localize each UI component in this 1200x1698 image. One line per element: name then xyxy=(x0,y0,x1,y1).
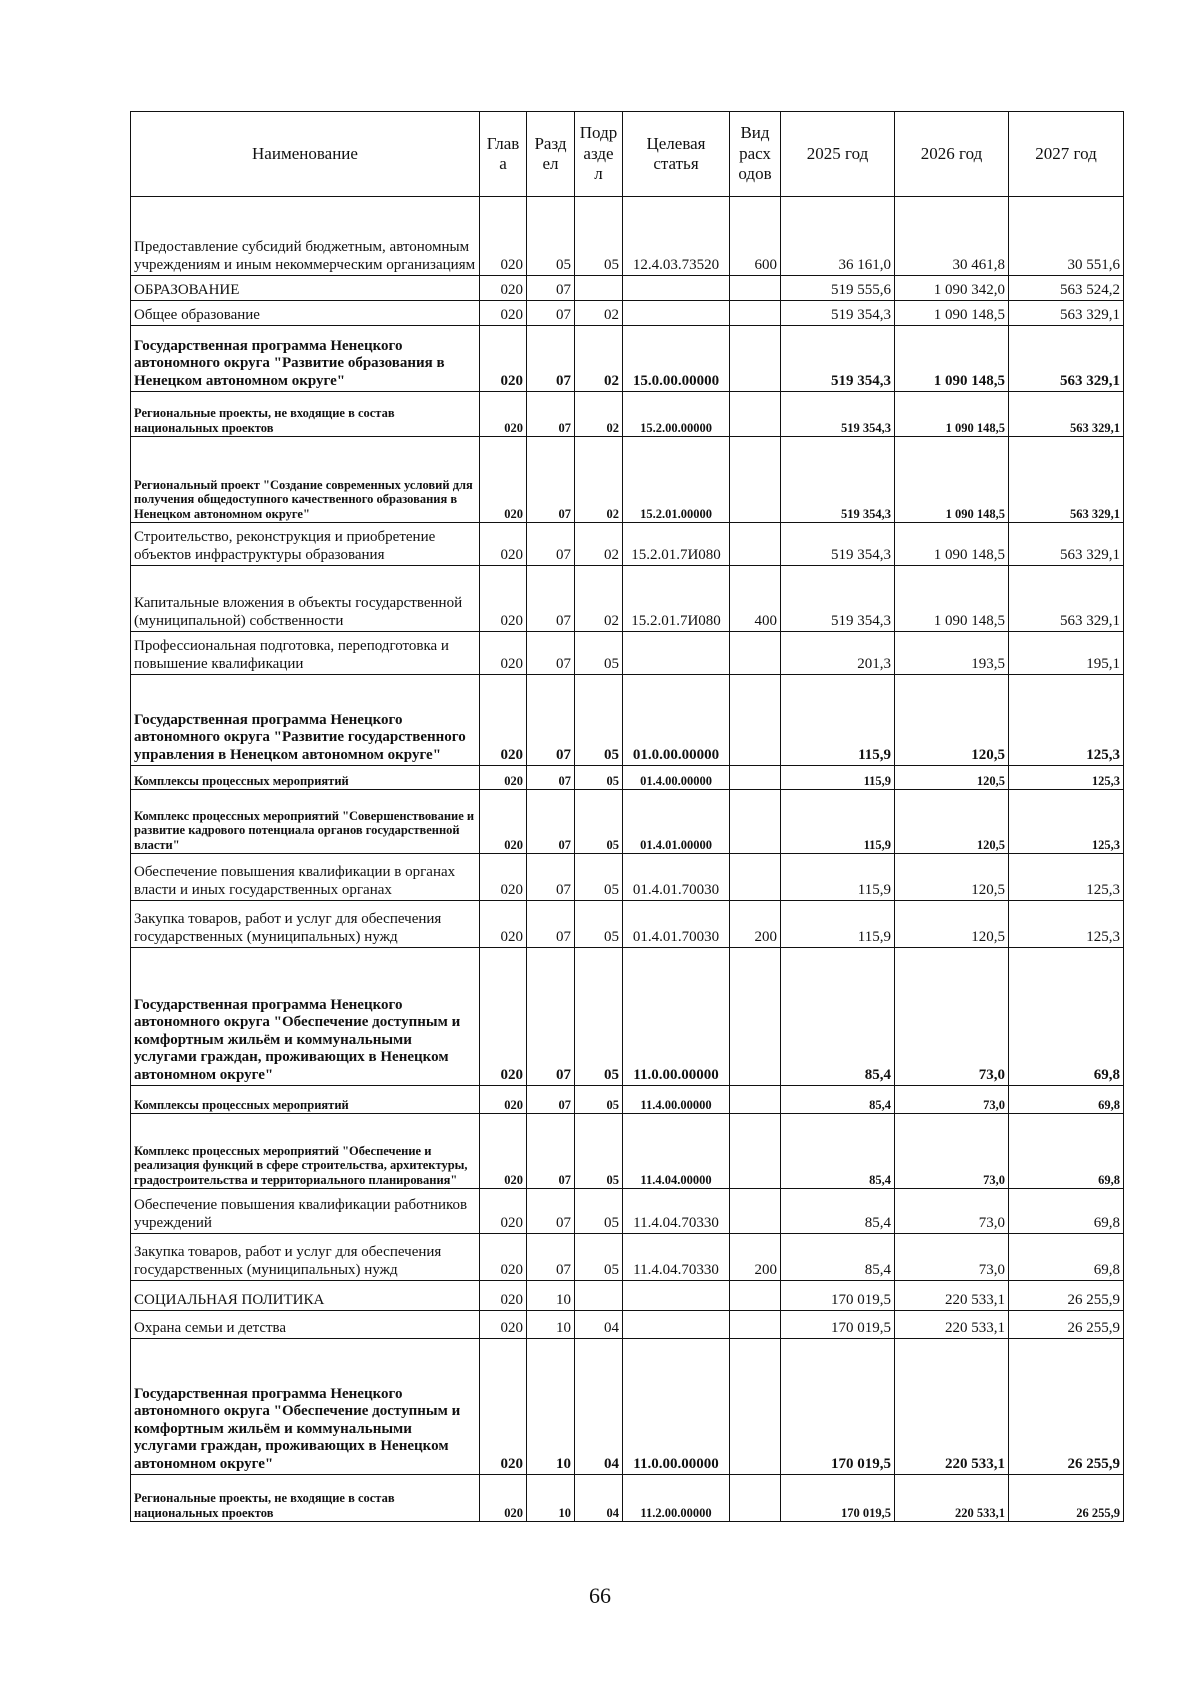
row-section: 07 xyxy=(527,854,575,901)
table-row xyxy=(131,1189,1124,1234)
row-2025: 115,9 xyxy=(781,901,895,948)
row-2026: 220 533,1 xyxy=(895,1475,1009,1522)
row-expense-type: 200 xyxy=(730,901,781,948)
row-name: Предоставление субсидий бюджетным, автономным учреждениям и иным некоммерческим организациям xyxy=(131,197,480,276)
row-2025: 85,4 xyxy=(781,1086,895,1114)
budget-table xyxy=(130,111,1124,1522)
row-subsection: 05 xyxy=(575,901,623,948)
row-name: Капитальные вложения в объекты государственной (муниципальной) собственности xyxy=(131,566,480,632)
row-chapter: 020 xyxy=(480,1339,527,1475)
row-name: Профессиональная подготовка, переподготовка и повышение квалификации xyxy=(131,632,480,675)
row-expense-type xyxy=(730,948,781,1086)
row-chapter: 020 xyxy=(480,1311,527,1339)
table-row xyxy=(131,1234,1124,1281)
row-section: 10 xyxy=(527,1311,575,1339)
row-2026: 30 461,8 xyxy=(895,197,1009,276)
row-2025: 519 354,3 xyxy=(781,326,895,392)
row-2025: 170 019,5 xyxy=(781,1339,895,1475)
row-2027: 563 329,1 xyxy=(1009,523,1124,566)
row-2025: 85,4 xyxy=(781,1234,895,1281)
row-2027: 69,8 xyxy=(1009,1086,1124,1114)
row-2027: 69,8 xyxy=(1009,948,1124,1086)
row-section: 10 xyxy=(527,1475,575,1522)
row-2026: 73,0 xyxy=(895,1114,1009,1189)
row-section: 07 xyxy=(527,766,575,790)
row-subsection: 05 xyxy=(575,675,623,766)
row-chapter: 020 xyxy=(480,901,527,948)
row-target: 11.4.04.00000 xyxy=(623,1114,730,1189)
row-section: 07 xyxy=(527,301,575,326)
row-expense-type xyxy=(730,301,781,326)
row-section: 07 xyxy=(527,566,575,632)
row-2027: 563 329,1 xyxy=(1009,437,1124,523)
row-chapter: 020 xyxy=(480,854,527,901)
row-subsection: 04 xyxy=(575,1475,623,1522)
row-target: 11.2.00.00000 xyxy=(623,1475,730,1522)
header-name: Наименование xyxy=(131,112,480,197)
row-2026: 1 090 148,5 xyxy=(895,566,1009,632)
row-2025: 519 354,3 xyxy=(781,437,895,523)
row-2026: 120,5 xyxy=(895,766,1009,790)
row-2026: 1 090 342,0 xyxy=(895,276,1009,301)
header-subsection: Подр азде л xyxy=(575,112,623,197)
row-chapter: 020 xyxy=(480,1281,527,1311)
row-2026: 73,0 xyxy=(895,1086,1009,1114)
header-expense-type: Вид расх одов xyxy=(730,112,781,197)
row-section: 07 xyxy=(527,790,575,854)
row-expense-type xyxy=(730,1086,781,1114)
row-2027: 30 551,6 xyxy=(1009,197,1124,276)
row-section: 07 xyxy=(527,437,575,523)
row-target: 12.4.03.73520 xyxy=(623,197,730,276)
row-expense-type xyxy=(730,632,781,675)
row-section: 07 xyxy=(527,948,575,1086)
row-2025: 85,4 xyxy=(781,1189,895,1234)
row-chapter: 020 xyxy=(480,675,527,766)
row-expense-type xyxy=(730,1339,781,1475)
row-2027: 26 255,9 xyxy=(1009,1311,1124,1339)
row-expense-type: 600 xyxy=(730,197,781,276)
row-2026: 120,5 xyxy=(895,854,1009,901)
row-section: 07 xyxy=(527,1189,575,1234)
table-row xyxy=(131,276,1124,301)
row-target: 11.4.00.00000 xyxy=(623,1086,730,1114)
row-subsection: 05 xyxy=(575,1234,623,1281)
row-subsection: 02 xyxy=(575,301,623,326)
row-2026: 220 533,1 xyxy=(895,1281,1009,1311)
row-2025: 519 354,3 xyxy=(781,523,895,566)
row-chapter: 020 xyxy=(480,790,527,854)
row-2027: 125,3 xyxy=(1009,675,1124,766)
row-2026: 73,0 xyxy=(895,948,1009,1086)
row-expense-type xyxy=(730,1189,781,1234)
row-section: 07 xyxy=(527,1234,575,1281)
row-expense-type xyxy=(730,1114,781,1189)
row-name: Государственная программа Ненецкого автономного округа "Развитие образования в Ненецком автономном округе" xyxy=(131,326,480,392)
row-target: 01.4.01.70030 xyxy=(623,901,730,948)
row-subsection: 05 xyxy=(575,948,623,1086)
row-2025: 170 019,5 xyxy=(781,1281,895,1311)
row-target: 11.4.04.70330 xyxy=(623,1189,730,1234)
row-chapter: 020 xyxy=(480,301,527,326)
row-subsection: 05 xyxy=(575,1114,623,1189)
row-section: 07 xyxy=(527,1114,575,1189)
row-target: 01.4.00.00000 xyxy=(623,766,730,790)
row-name: Обеспечение повышения квалификации работников учреждений xyxy=(131,1189,480,1234)
row-section: 07 xyxy=(527,326,575,392)
row-name: СОЦИАЛЬНАЯ ПОЛИТИКА xyxy=(131,1281,480,1311)
row-2027: 125,3 xyxy=(1009,766,1124,790)
table-row xyxy=(131,392,1124,437)
row-name: Государственная программа Ненецкого автономного округа "Развитие государственного управления в Ненецком автономном округе" xyxy=(131,675,480,766)
row-section: 07 xyxy=(527,1086,575,1114)
row-subsection: 02 xyxy=(575,437,623,523)
header-2025: 2025 год xyxy=(781,112,895,197)
row-2025: 115,9 xyxy=(781,790,895,854)
row-2025: 36 161,0 xyxy=(781,197,895,276)
row-chapter: 020 xyxy=(480,197,527,276)
row-subsection: 02 xyxy=(575,523,623,566)
row-target: 15.2.01.00000 xyxy=(623,437,730,523)
row-chapter: 020 xyxy=(480,326,527,392)
row-subsection xyxy=(575,276,623,301)
row-2026: 220 533,1 xyxy=(895,1311,1009,1339)
row-name: Охрана семьи и детства xyxy=(131,1311,480,1339)
row-2027: 563 329,1 xyxy=(1009,566,1124,632)
row-name: Комплекс процессных мероприятий "Совершенствование и развитие кадрового потенциала органов государственной власти" xyxy=(131,790,480,854)
row-name: Региональные проекты, не входящие в состав национальных проектов xyxy=(131,392,480,437)
row-expense-type xyxy=(730,1281,781,1311)
row-target: 11.4.04.70330 xyxy=(623,1234,730,1281)
row-subsection: 04 xyxy=(575,1339,623,1475)
table-row xyxy=(131,197,1124,276)
row-chapter: 020 xyxy=(480,392,527,437)
row-section: 10 xyxy=(527,1339,575,1475)
row-expense-type xyxy=(730,523,781,566)
row-expense-type xyxy=(730,392,781,437)
row-chapter: 020 xyxy=(480,632,527,675)
row-section: 07 xyxy=(527,632,575,675)
row-chapter: 020 xyxy=(480,1086,527,1114)
header-chapter: Глав а xyxy=(480,112,527,197)
row-2026: 220 533,1 xyxy=(895,1339,1009,1475)
row-2025: 85,4 xyxy=(781,948,895,1086)
row-subsection xyxy=(575,1281,623,1311)
row-subsection: 05 xyxy=(575,766,623,790)
row-name: Государственная программа Ненецкого автономного округа "Обеспечение доступным и комфортным жильём и коммунальными услугами граждан, проживающих в Ненецком автономном округе" xyxy=(131,1339,480,1475)
row-chapter: 020 xyxy=(480,1234,527,1281)
row-section: 10 xyxy=(527,1281,575,1311)
table-row xyxy=(131,437,1124,523)
row-chapter: 020 xyxy=(480,276,527,301)
row-expense-type xyxy=(730,1475,781,1522)
row-target: 01.0.00.00000 xyxy=(623,675,730,766)
row-2027: 69,8 xyxy=(1009,1189,1124,1234)
row-section: 07 xyxy=(527,392,575,437)
row-2027: 26 255,9 xyxy=(1009,1475,1124,1522)
row-2027: 195,1 xyxy=(1009,632,1124,675)
table-row xyxy=(131,1339,1124,1475)
row-target: 01.4.01.70030 xyxy=(623,854,730,901)
header-2026: 2026 год xyxy=(895,112,1009,197)
row-2025: 170 019,5 xyxy=(781,1475,895,1522)
row-chapter: 020 xyxy=(480,948,527,1086)
row-target: 11.0.00.00000 xyxy=(623,1339,730,1475)
header-row xyxy=(131,112,1124,197)
row-target xyxy=(623,301,730,326)
table-row xyxy=(131,675,1124,766)
row-subsection: 02 xyxy=(575,566,623,632)
row-subsection: 05 xyxy=(575,790,623,854)
row-chapter: 020 xyxy=(480,566,527,632)
row-target xyxy=(623,276,730,301)
row-section: 07 xyxy=(527,901,575,948)
table-row xyxy=(131,1114,1124,1189)
row-2025: 170 019,5 xyxy=(781,1311,895,1339)
row-name: Государственная программа Ненецкого автономного округа "Обеспечение доступным и комфортным жильём и коммунальными услугами граждан, проживающих в Ненецком автономном округе" xyxy=(131,948,480,1086)
table-row xyxy=(131,790,1124,854)
header-section: Разд ел xyxy=(527,112,575,197)
row-2027: 125,3 xyxy=(1009,790,1124,854)
row-2025: 115,9 xyxy=(781,854,895,901)
row-section: 07 xyxy=(527,276,575,301)
row-2026: 1 090 148,5 xyxy=(895,326,1009,392)
row-2026: 1 090 148,5 xyxy=(895,437,1009,523)
row-name: ОБРАЗОВАНИЕ xyxy=(131,276,480,301)
row-chapter: 020 xyxy=(480,766,527,790)
row-section: 05 xyxy=(527,197,575,276)
table-row xyxy=(131,566,1124,632)
row-expense-type xyxy=(730,790,781,854)
row-2026: 73,0 xyxy=(895,1234,1009,1281)
row-2025: 519 354,3 xyxy=(781,392,895,437)
table-row xyxy=(131,948,1124,1086)
row-2026: 120,5 xyxy=(895,901,1009,948)
table-row xyxy=(131,301,1124,326)
row-2027: 563 524,2 xyxy=(1009,276,1124,301)
row-expense-type xyxy=(730,675,781,766)
row-2025: 115,9 xyxy=(781,675,895,766)
row-name: Обеспечение повышения квалификации в органах власти и иных государственных органах xyxy=(131,854,480,901)
row-name: Комплексы процессных мероприятий xyxy=(131,766,480,790)
row-section: 07 xyxy=(527,523,575,566)
row-chapter: 020 xyxy=(480,1475,527,1522)
row-name: Региональный проект "Создание современных условий для получения общедоступного качественного образования в Ненецком автономном округе" xyxy=(131,437,480,523)
row-target: 15.2.01.7И080 xyxy=(623,523,730,566)
row-2027: 69,8 xyxy=(1009,1234,1124,1281)
row-2027: 563 329,1 xyxy=(1009,392,1124,437)
row-2027: 125,3 xyxy=(1009,901,1124,948)
row-2027: 563 329,1 xyxy=(1009,326,1124,392)
row-2027: 69,8 xyxy=(1009,1114,1124,1189)
row-2026: 193,5 xyxy=(895,632,1009,675)
table-row xyxy=(131,326,1124,392)
row-name: Закупка товаров, работ и услуг для обеспечения государственных (муниципальных) нужд xyxy=(131,901,480,948)
row-chapter: 020 xyxy=(480,523,527,566)
page-number: 66 xyxy=(589,1583,611,1608)
row-2027: 26 255,9 xyxy=(1009,1281,1124,1311)
row-subsection: 05 xyxy=(575,1189,623,1234)
table-row xyxy=(131,766,1124,790)
row-chapter: 020 xyxy=(480,437,527,523)
row-2025: 115,9 xyxy=(781,766,895,790)
row-2026: 120,5 xyxy=(895,675,1009,766)
table-row xyxy=(131,632,1124,675)
row-chapter: 020 xyxy=(480,1189,527,1234)
row-section: 07 xyxy=(527,675,575,766)
row-2027: 563 329,1 xyxy=(1009,301,1124,326)
row-expense-type xyxy=(730,276,781,301)
row-expense-type: 200 xyxy=(730,1234,781,1281)
row-subsection: 02 xyxy=(575,392,623,437)
row-target: 15.0.00.00000 xyxy=(623,326,730,392)
row-target xyxy=(623,1311,730,1339)
row-subsection: 05 xyxy=(575,1086,623,1114)
table-row xyxy=(131,901,1124,948)
row-chapter: 020 xyxy=(480,1114,527,1189)
row-expense-type xyxy=(730,437,781,523)
header-2027: 2027 год xyxy=(1009,112,1124,197)
row-2026: 73,0 xyxy=(895,1189,1009,1234)
table-row xyxy=(131,1281,1124,1311)
row-2026: 1 090 148,5 xyxy=(895,523,1009,566)
row-2026: 1 090 148,5 xyxy=(895,301,1009,326)
row-target: 11.0.00.00000 xyxy=(623,948,730,1086)
row-2026: 120,5 xyxy=(895,790,1009,854)
row-target: 15.2.00.00000 xyxy=(623,392,730,437)
table-row xyxy=(131,1311,1124,1339)
header-target: Целевая статья xyxy=(623,112,730,197)
row-name: Общее образование xyxy=(131,301,480,326)
row-2025: 201,3 xyxy=(781,632,895,675)
row-expense-type xyxy=(730,854,781,901)
row-name: Региональные проекты, не входящие в состав национальных проектов xyxy=(131,1475,480,1522)
row-2027: 26 255,9 xyxy=(1009,1339,1124,1475)
row-name: Комплекс процессных мероприятий "Обеспечение и реализация функций в сфере строительства, архитектуры, градостроительства и территориального планирования" xyxy=(131,1114,480,1189)
table-row xyxy=(131,854,1124,901)
row-name: Комплексы процессных мероприятий xyxy=(131,1086,480,1114)
row-2025: 519 354,3 xyxy=(781,566,895,632)
table-row xyxy=(131,1086,1124,1114)
row-subsection: 04 xyxy=(575,1311,623,1339)
row-expense-type xyxy=(730,1311,781,1339)
row-2025: 85,4 xyxy=(781,1114,895,1189)
row-target xyxy=(623,632,730,675)
row-name: Строительство, реконструкция и приобретение объектов инфраструктуры образования xyxy=(131,523,480,566)
row-subsection: 02 xyxy=(575,326,623,392)
row-2025: 519 354,3 xyxy=(781,301,895,326)
row-subsection: 05 xyxy=(575,854,623,901)
row-target xyxy=(623,1281,730,1311)
row-2025: 519 555,6 xyxy=(781,276,895,301)
row-2027: 125,3 xyxy=(1009,854,1124,901)
table-row xyxy=(131,1475,1124,1522)
table-row xyxy=(131,523,1124,566)
row-target: 01.4.01.00000 xyxy=(623,790,730,854)
row-expense-type xyxy=(730,326,781,392)
row-subsection: 05 xyxy=(575,197,623,276)
row-name: Закупка товаров, работ и услуг для обеспечения государственных (муниципальных) нужд xyxy=(131,1234,480,1281)
row-subsection: 05 xyxy=(575,632,623,675)
row-expense-type: 400 xyxy=(730,566,781,632)
row-expense-type xyxy=(730,766,781,790)
row-target: 15.2.01.7И080 xyxy=(623,566,730,632)
row-2026: 1 090 148,5 xyxy=(895,392,1009,437)
